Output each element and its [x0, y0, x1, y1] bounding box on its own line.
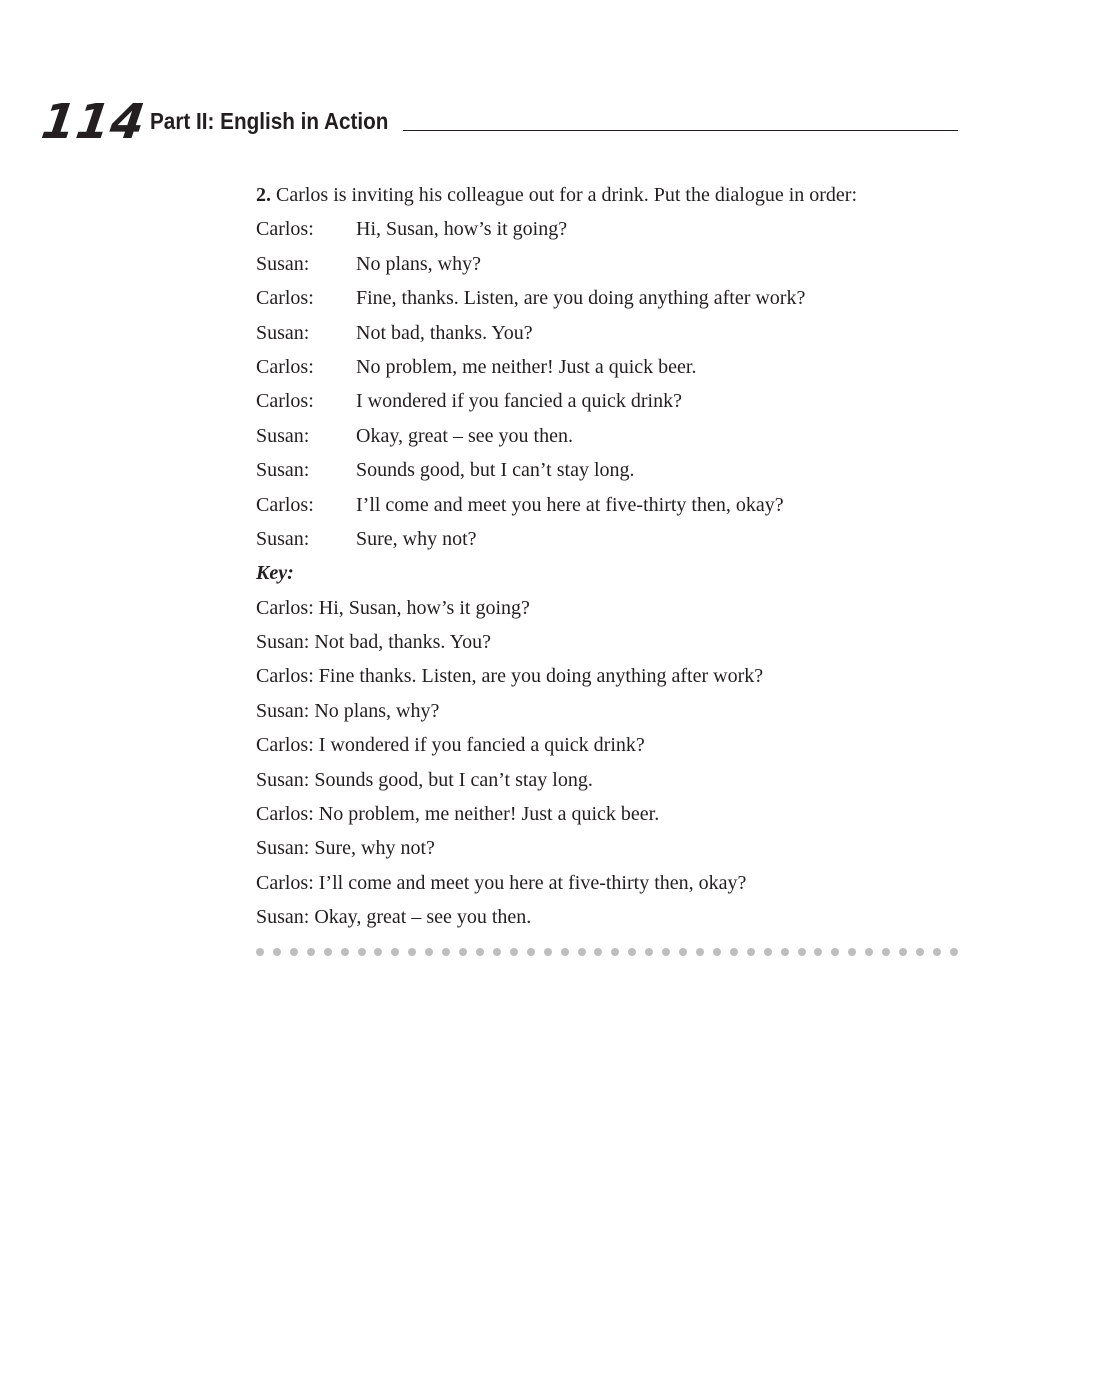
separator-dot	[916, 948, 924, 956]
dialogue-text: Hi, Susan, how’s it going?	[356, 218, 568, 241]
separator-dot	[391, 948, 399, 956]
separator-dot	[510, 948, 518, 956]
separator-dot	[527, 948, 535, 956]
separator-dot	[933, 948, 941, 956]
separator-dot	[374, 948, 382, 956]
separator-dot	[814, 948, 822, 956]
exercise-instruction-text: Carlos is inviting his colleague out for a drink. Put the dialogue in order:	[276, 184, 858, 206]
separator-dot	[307, 948, 315, 956]
speaker-label: Carlos:	[256, 287, 314, 310]
separator-dot	[578, 948, 586, 956]
separator-dot	[594, 948, 602, 956]
key-line: Carlos: Hi, Susan, how’s it going?	[256, 596, 530, 619]
dotted-separator	[256, 948, 958, 958]
key-line: Carlos: I’ll come and meet you here at five-thirty then, okay?	[256, 871, 747, 894]
separator-dot	[713, 948, 721, 956]
dialogue-line	[256, 350, 958, 384]
running-head: Part II: English in Action	[150, 108, 389, 134]
exercise-content	[256, 178, 958, 935]
dialogue-text: Okay, great – see you then.	[356, 424, 573, 447]
separator-dot	[408, 948, 416, 956]
speaker-label: Susan:	[256, 321, 310, 344]
separator-dot	[865, 948, 873, 956]
separator-dot	[730, 948, 738, 956]
separator-dot	[476, 948, 484, 956]
separator-dot	[628, 948, 636, 956]
key-line: Susan: Not bad, thanks. You?	[256, 631, 492, 654]
dialogue-text: No problem, me neither! Just a quick beer.	[356, 355, 697, 378]
key-label: Key:	[256, 562, 294, 585]
separator-dot	[662, 948, 670, 956]
exercise-number: 2.	[256, 184, 271, 206]
separator-dot	[747, 948, 755, 956]
key-line: Susan: No plans, why?	[256, 699, 440, 722]
page-header	[38, 92, 958, 152]
dialogue-line	[256, 419, 958, 453]
separator-dot	[273, 948, 281, 956]
separator-dot	[645, 948, 653, 956]
separator-dot	[798, 948, 806, 956]
header-rule	[403, 130, 958, 131]
separator-dot	[899, 948, 907, 956]
speaker-label: Carlos:	[256, 390, 314, 413]
speaker-label: Susan:	[256, 527, 310, 550]
speaker-label: Susan:	[256, 252, 310, 275]
separator-dot	[781, 948, 789, 956]
separator-dot	[561, 948, 569, 956]
dialogue-text: Sure, why not?	[356, 527, 477, 550]
key-line: Susan: Sure, why not?	[256, 837, 435, 860]
speaker-label: Susan:	[256, 459, 310, 482]
dialogue-line	[256, 522, 958, 556]
dialogue-text: I wondered if you fancied a quick drink?	[356, 390, 682, 413]
speaker-label: Susan:	[256, 424, 310, 447]
speaker-label: Carlos:	[256, 493, 314, 516]
key-line: Susan: Okay, great – see you then.	[256, 906, 532, 929]
separator-dot	[696, 948, 704, 956]
speaker-label: Carlos:	[256, 218, 314, 241]
separator-dot	[358, 948, 366, 956]
key-line: Carlos: I wondered if you fancied a quick drink?	[256, 734, 645, 757]
separator-dot	[611, 948, 619, 956]
dialogue-line	[256, 453, 958, 487]
separator-dot	[256, 948, 264, 956]
dialogue-line	[256, 212, 958, 246]
dialogue-line	[256, 247, 958, 281]
separator-dot	[544, 948, 552, 956]
separator-dot	[324, 948, 332, 956]
separator-dot	[679, 948, 687, 956]
dialogue-line	[256, 316, 958, 350]
dialogue-text: No plans, why?	[356, 252, 481, 275]
dialogue-text: I’ll come and meet you here at five-thirty then, okay?	[356, 493, 784, 516]
separator-dot	[831, 948, 839, 956]
separator-dot	[425, 948, 433, 956]
separator-dot	[493, 948, 501, 956]
separator-dot	[341, 948, 349, 956]
dialogue-text: Fine, thanks. Listen, are you doing anything after work?	[356, 287, 806, 310]
separator-dot	[848, 948, 856, 956]
speaker-label: Carlos:	[256, 355, 314, 378]
separator-dot	[764, 948, 772, 956]
dialogue-line	[256, 488, 958, 522]
separator-dot	[882, 948, 890, 956]
key-line: Carlos: Fine thanks. Listen, are you doing anything after work?	[256, 665, 764, 688]
key-line: Susan: Sounds good, but I can’t stay long.	[256, 768, 593, 791]
separator-dot	[290, 948, 298, 956]
dialogue-text: Sounds good, but I can’t stay long.	[356, 459, 635, 482]
separator-dot	[442, 948, 450, 956]
page-number: 114	[38, 94, 150, 150]
dialogue-line	[256, 281, 958, 315]
dialogue-line	[256, 384, 958, 418]
dialogue-text: Not bad, thanks. You?	[356, 321, 533, 344]
key-line: Carlos: No problem, me neither! Just a quick beer.	[256, 803, 660, 826]
exercise-instruction	[256, 178, 958, 212]
separator-dot	[950, 948, 958, 956]
separator-dot	[459, 948, 467, 956]
